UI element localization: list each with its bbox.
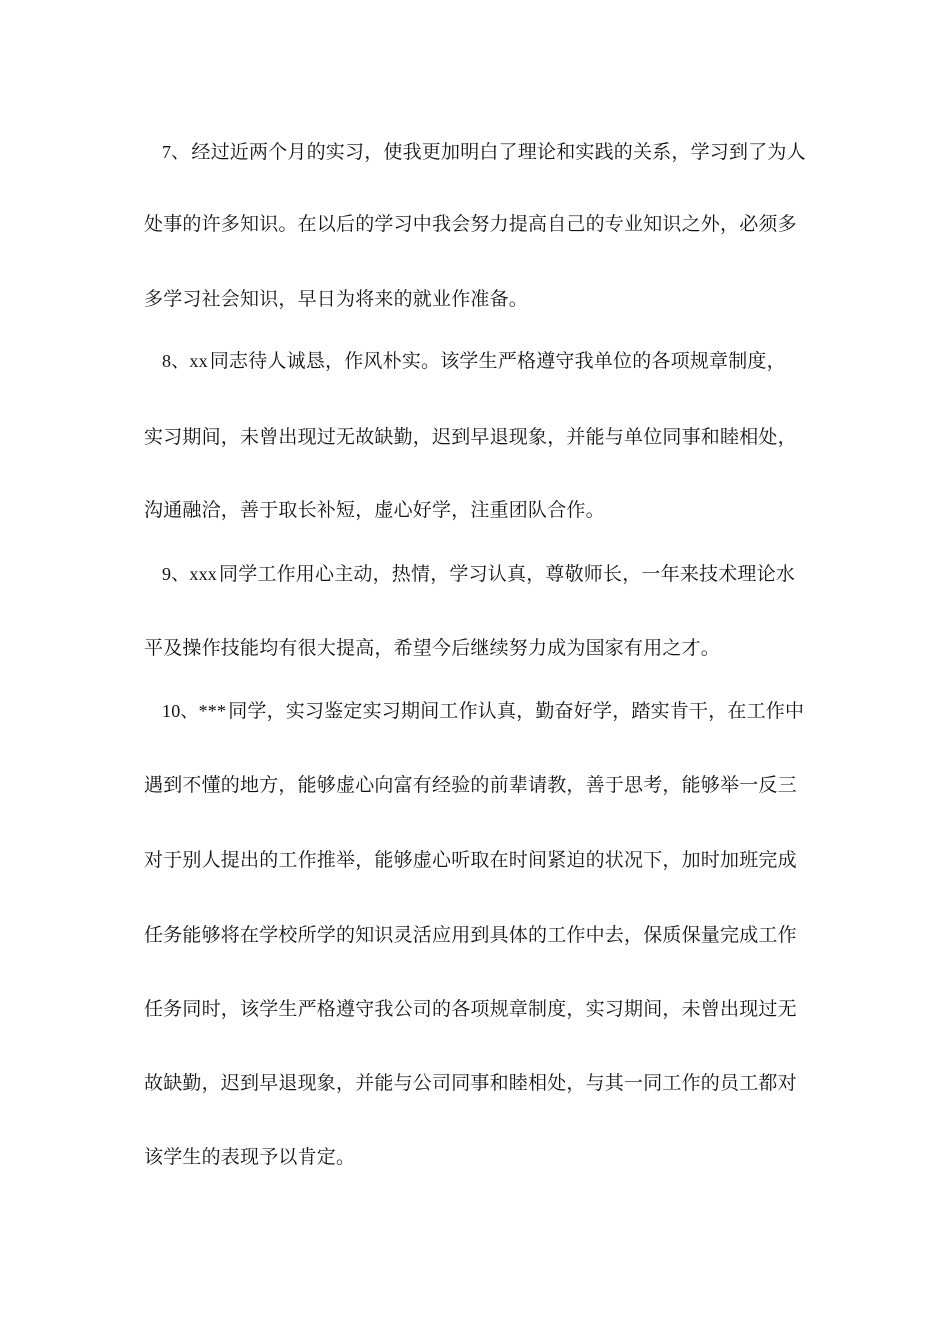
paragraph-10-line-1 [162, 699, 804, 723]
paragraph-7-line-2: 处事的许多知识。在以后的学习中我会努力提高自己的专业知识之外，必须多 [144, 213, 797, 235]
paragraph-7-line-3: 多学习社会知识，早日为将来的就业作准备。 [144, 288, 529, 310]
paragraph-10-line-3: 对于别人提出的工作推举，能够虚心听取在时间紧迫的状况下，加时加班完成 [144, 849, 797, 871]
line-text: 同学工作用心主动，热情，学习认真，尊敬师长，一年来技术理论水 [219, 563, 796, 585]
paragraph-9-line-2: 平及操作技能均有很大提高，希望今后继续努力成为国家有用之才。 [144, 637, 721, 659]
paragraph-9-line-1 [162, 562, 795, 586]
paragraph-8-line-3: 沟通融洽，善于取长补短，虚心好学，注重团队合作。 [144, 499, 605, 521]
paragraph-number: 8、xx [162, 351, 208, 371]
paragraph-number: 7、 [162, 142, 190, 162]
paragraph-number: 10、*** [162, 701, 227, 721]
line-text: 同志待人诚恳，作风朴实。该学生严格遵守我单位的各项规章制度， [209, 350, 786, 372]
paragraph-10-line-4: 任务能够将在学校所学的知识灵活应用到具体的工作中去，保质保量完成工作 [144, 924, 797, 946]
paragraph-8-line-2: 实习期间，未曾出现过无故缺勤，迟到早退现象，并能与单位同事和睦相处， [144, 426, 797, 448]
paragraph-10-line-5: 任务同时，该学生严格遵守我公司的各项规章制度，实习期间，未曾出现过无 [144, 998, 797, 1020]
paragraph-10-line-7: 该学生的表现予以肯定。 [144, 1146, 356, 1168]
line-text: 同学，实习鉴定实习期间工作认真，勤奋好学，踏实肯干，在工作中 [228, 700, 805, 722]
paragraph-7-line-1 [162, 140, 806, 164]
line-text: 经过近两个月的实习，使我更加明白了理论和实践的关系，学习到了为人 [191, 141, 806, 163]
paragraph-10-line-2: 遇到不懂的地方，能够虚心向富有经验的前辈请教，善于思考，能够举一反三 [144, 774, 797, 796]
paragraph-8-line-1 [162, 349, 786, 373]
paragraph-10-line-6: 故缺勤，迟到早退现象，并能与公司同事和睦相处，与其一同工作的员工都对 [144, 1072, 797, 1094]
paragraph-number: 9、xxx [162, 564, 217, 584]
